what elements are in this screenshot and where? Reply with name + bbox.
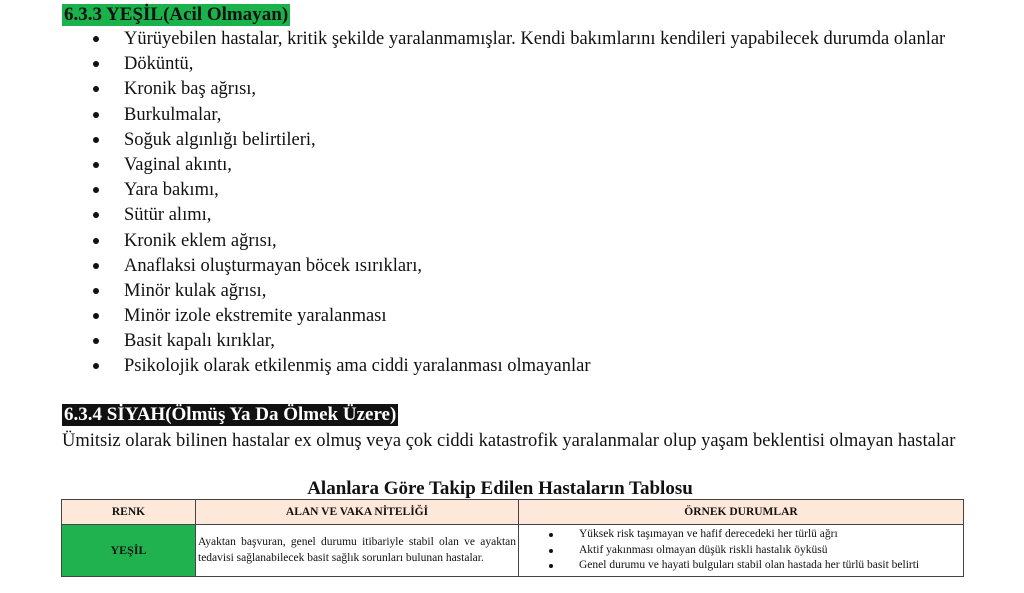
bullet-icon [93,288,99,294]
list-item: Yürüyebilen hastalar, kritik şekilde yaralanmamışlar. Kendi bakımlarını kendileri yapabilecek durumda olanlar [0,28,1024,50]
bullet-icon [93,263,99,269]
cell-alan: Ayaktan başvuran, genel durumu itibariyle stabil olan ve ayaktan tedavisi sağlanabilecek basit sağlık sorunları bulunan hastalar. [196,525,519,577]
bullet-icon [93,212,99,218]
list-item: Kronik eklem ağrısı, [0,230,1024,252]
list-item: Burkulmalar, [0,104,1024,126]
list-item: Minör izole ekstremite yaralanması [0,305,1024,327]
cell-renk: YEŞİL [62,525,196,577]
list-item: Yüksek risk taşımayan ve hafif derecedeki her türlü ağrı [519,527,963,543]
bullet-icon [549,549,553,553]
list-item: Kronik baş ağrısı, [0,78,1024,100]
bullet-icon [549,564,553,568]
bullet-icon [93,112,99,118]
cell-ornek [519,525,964,577]
list-item: Anaflaksi oluşturmayan böcek ısırıkları, [0,255,1024,277]
bullet-icon [93,187,99,193]
list-item: Soğuk algınlığı belirtileri, [0,129,1024,151]
green-criteria-list [0,28,1024,381]
patient-table [61,499,964,577]
table-header-row [62,500,964,525]
list-item: Aktif yakınması olmayan düşük riskli hastalık öyküsü [519,543,963,559]
section-heading-green: 6.3.3 YEŞİL(Acil Olmayan) [64,4,289,25]
list-item: Döküntü, [0,53,1024,75]
header-alan: ALAN VE VAKA NİTELİĞİ [196,500,519,525]
bullet-icon [93,363,99,369]
bullet-icon [93,313,99,319]
list-item: Basit kapalı kırıklar, [0,330,1024,352]
list-item: Vaginal akıntı, [0,154,1024,176]
header-ornek: ÖRNEK DURUMLAR [519,500,964,525]
list-item: Yara bakımı, [0,179,1024,201]
list-item: Sütür alımı, [0,204,1024,226]
bullet-icon [93,338,99,344]
bullet-icon [93,137,99,143]
header-renk: RENK [62,500,196,525]
bullet-icon [549,533,553,537]
bullet-icon [93,162,99,168]
bullet-icon [93,36,99,42]
bullet-icon [93,238,99,244]
black-description: Ümitsiz olarak bilinen hastalar ex olmuş veya çok ciddi katastrofik yaralanmalar olup yaşam beklentisi olmayan hastalar [62,431,956,451]
list-item: Genel durumu ve hayati bulguları stabil olan hastada her türlü basit belirti [519,558,963,574]
list-item: Psikolojik olarak etkilenmiş ama ciddi yaralanması olmayanlar [0,355,1024,377]
table-title: Alanlara Göre Takip Edilen Hastaların Tablosu [307,478,693,499]
example-list [519,527,963,574]
bullet-icon [93,61,99,67]
bullet-icon [93,86,99,92]
list-item: Minör kulak ağrısı, [0,280,1024,302]
section-heading-black: 6.3.4 SİYAH(Ölmüş Ya Da Ölmek Üzere) [64,404,397,425]
table-row [62,525,964,577]
